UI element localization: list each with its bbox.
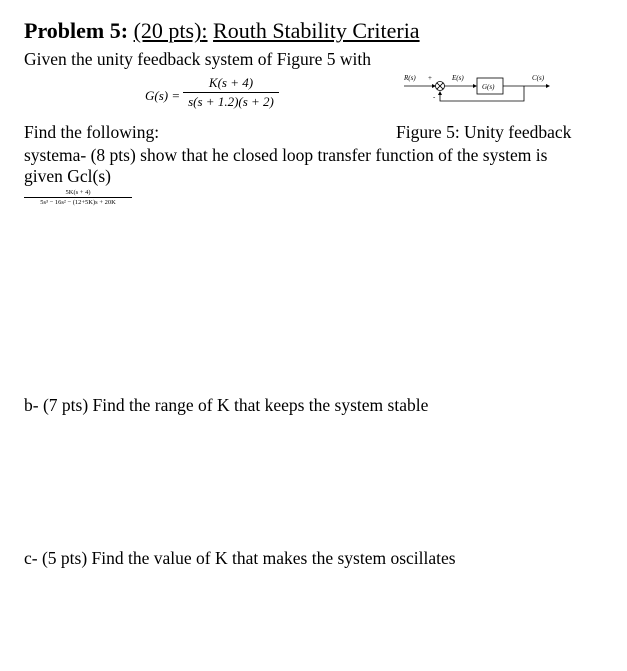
- find-following-text: Find the following:: [24, 122, 160, 142]
- part-b-text: b- (7 pts) Find the range of K that keeps the system stable: [24, 395, 429, 415]
- part-c-text: c- (5 pts) Find the value of K that makes the system oscillates: [24, 548, 456, 568]
- fraction-bar: [183, 92, 279, 93]
- plant-block-label: G(s): [482, 83, 495, 91]
- part-a-text-line1: systema- (8 pts) show that he closed loop transfer function of the system is: [24, 145, 548, 165]
- summing-junction: [436, 82, 445, 91]
- diagram-error-label: E(s): [452, 74, 464, 82]
- error-arrowhead: [473, 84, 477, 88]
- intro-text: Given the unity feedback system of Figure 5 with: [24, 49, 372, 69]
- plant-numerator: K(s + 4): [208, 75, 254, 90]
- problem-points: (20 pts): [133, 18, 202, 43]
- output-arrowhead: [546, 84, 550, 88]
- diagram-output-label: C(s): [532, 74, 545, 82]
- plant-lhs: G(s) =: [145, 88, 181, 103]
- plant-denominator: s(s + 1.2)(s + 2): [188, 94, 274, 109]
- problem-title: [24, 18, 420, 44]
- closed-loop-fraction-bar: [24, 197, 132, 198]
- closed-loop-fraction: [24, 189, 132, 206]
- feedback-arrowhead: [438, 91, 442, 95]
- part-a-text-line2: given Gcl(s): [24, 166, 111, 186]
- feedback-block-diagram: [400, 70, 560, 106]
- problem-colon: :: [201, 18, 208, 43]
- closed-loop-numerator: 5K(s + 4): [65, 189, 91, 196]
- problem-topic: Routh Stability Criteria: [213, 18, 420, 43]
- closed-loop-denominator: 5s³ − 16s² − (12+5K)s + 20K: [40, 199, 116, 206]
- diagram-input-label: R(s): [404, 74, 416, 82]
- problem-label: Problem 5:: [24, 18, 129, 43]
- diagram-minus-sign: -: [433, 93, 436, 101]
- diagram-plus-sign: +: [428, 74, 432, 82]
- figure-caption: Figure 5: Unity feedback: [396, 122, 572, 142]
- plant-fraction: [183, 75, 279, 110]
